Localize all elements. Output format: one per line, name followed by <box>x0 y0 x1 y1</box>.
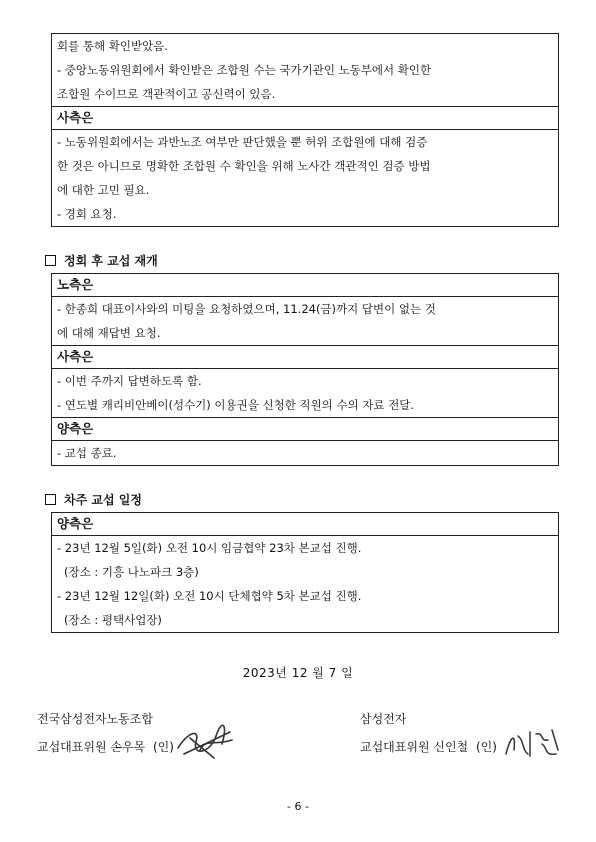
row-text: - 교섭 종료. <box>57 446 117 460</box>
row-text: 에 대해 재답변 요청. <box>57 326 161 340</box>
row-text: - 연도별 캐리비안베이(성수기) 이용권을 신청한 직원의 수의 자료 전달. <box>57 398 415 412</box>
right-seal-mark: (인) <box>475 740 497 754</box>
table-row <box>52 608 558 633</box>
row-text: (장소 : 기흥 나노파크 3층) <box>64 565 199 579</box>
checkbox-icon <box>45 255 56 266</box>
row-text: - 중앙노동위원회에서 확인받은 조합원 수는 국가기관인 노동부에서 확인한 <box>57 63 432 77</box>
row-heading: 노측은 <box>57 277 94 292</box>
left-signature-icon <box>170 718 240 762</box>
right-representative <box>360 738 497 755</box>
table-block-3 <box>51 512 559 633</box>
table-row <box>52 321 558 346</box>
table-block-1 <box>51 33 559 227</box>
right-representative-name: 교섭대표위원 신인철 <box>360 740 469 754</box>
table-row <box>52 441 558 466</box>
row-text: 회를 통해 확인받았음. <box>57 39 168 53</box>
page-number: - 6 - <box>287 800 309 813</box>
table-header-row <box>52 274 558 297</box>
row-text: (장소 : 평택사업장) <box>64 613 162 627</box>
row-text: - 한종희 대표이사와의 미팅을 요청하였으며, 11.24(금)까지 답변이 없는 것 <box>57 302 436 316</box>
table-row <box>52 560 558 584</box>
row-text: 조합원 수이므로 객관적이고 공신력이 있음. <box>57 87 276 101</box>
table-header-row <box>52 346 558 369</box>
section-title <box>45 252 158 269</box>
table-row <box>52 82 558 107</box>
section-title-text: 정회 후 교섭 재개 <box>64 254 158 268</box>
table-row <box>52 584 558 608</box>
row-text: - 경회 요청. <box>57 207 117 221</box>
table-header-row <box>52 107 558 130</box>
left-representative <box>37 738 174 755</box>
right-org-name: 삼성전자 <box>360 712 407 726</box>
table-row <box>52 297 558 321</box>
row-text: - 노동위원회에서는 과반노조 여부만 판단했을 뿐 허위 조합원에 대해 검증 <box>57 135 428 149</box>
left-representative-name: 교섭대표위원 손우목 <box>37 740 146 754</box>
table-block-2 <box>51 273 559 466</box>
table-row <box>52 369 558 393</box>
row-text: - 23년 12월 12일(화) 오전 10시 단체협약 5차 본교섭 진행. <box>57 589 362 603</box>
table-row <box>52 58 558 82</box>
row-heading: 사측은 <box>57 110 94 125</box>
left-org-name: 전국삼성전자노동조합 <box>37 712 153 726</box>
table-header-row <box>52 513 558 536</box>
row-heading: 사측은 <box>57 349 94 364</box>
table-header-row <box>52 418 558 441</box>
row-text: - 이번 주까지 답변하도록 함. <box>57 374 202 388</box>
table-row <box>52 130 558 154</box>
section-title <box>45 491 142 508</box>
table-row <box>52 178 558 202</box>
document-date: 2023년 12 월 7 일 <box>242 666 354 680</box>
table-row <box>52 202 558 227</box>
table-row <box>52 154 558 178</box>
table-row <box>52 393 558 418</box>
section-title-text: 차주 교섭 일정 <box>64 493 142 507</box>
row-text: - 23년 12월 5일(화) 오전 10시 임금협약 23차 본교섭 진행. <box>57 541 362 555</box>
right-signature-icon <box>500 720 570 764</box>
checkbox-icon <box>45 494 56 505</box>
table-row <box>52 34 558 58</box>
row-text: 에 대한 고민 필요. <box>57 183 150 197</box>
left-seal-mark: (인) <box>152 740 174 754</box>
row-heading: 양측은 <box>57 421 94 436</box>
row-heading: 양측은 <box>57 516 94 531</box>
table-row <box>52 536 558 560</box>
row-text: 한 것은 아니므로 명확한 조합원 수 확인을 위해 노사간 객관적인 검증 방법 <box>57 159 431 173</box>
